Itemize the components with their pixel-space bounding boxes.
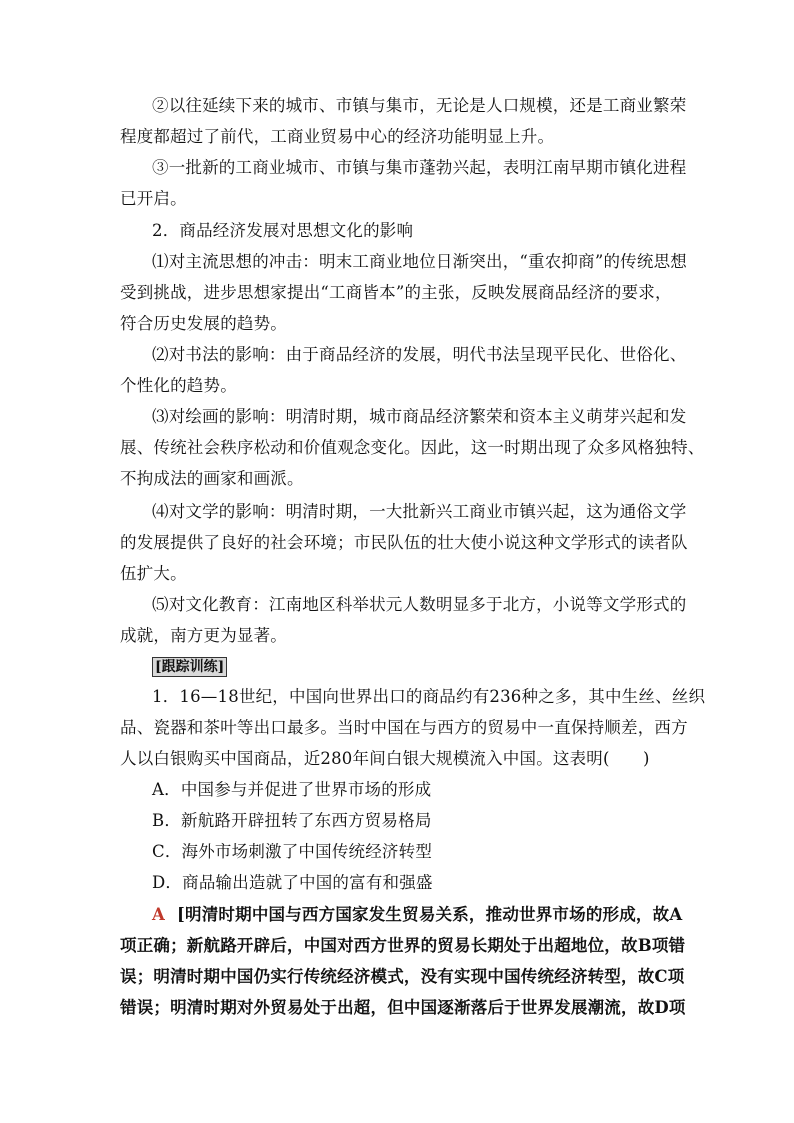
culture-p4-line-3: 伍扩大。: [120, 564, 187, 583]
question-1-line-1: 1．16—18世纪，中国向世界出口的商品约有236种之多，其中生丝、丝织: [152, 687, 706, 706]
para-2-line-1: ②以往延续下来的城市、市镇与集市，无论是人口规模，还是工商业繁荣: [152, 96, 687, 115]
question-1-line-2: 品、瓷器和茶叶等出口最多。当时中国在与西方的贸易中一直保持顺差，西方: [120, 718, 688, 737]
section-heading-culture: 2．商品经济发展对思想文化的影响: [152, 221, 414, 240]
answer-line-2: 项正确；新航路开辟后，中国对西方世界的贸易长期处于出超地位，故B项错: [120, 936, 686, 955]
exercise-tag: [跟踪训练]: [152, 657, 227, 677]
culture-p2-line-2: 个性化的趋势。: [120, 376, 237, 395]
para-3-line-2: 已开启。: [120, 189, 187, 208]
culture-p1-line-3: 符合历史发展的趋势。: [120, 314, 287, 333]
answer-letter: A: [152, 905, 166, 924]
culture-p5-line-1: ⑸对文化教育：江南地区科举状元人数明显多于北方，小说等文学形式的: [152, 595, 687, 614]
answer-explanation-start: [明清时期中国与西方国家发生贸易关系，推动世界市场的形成，故A: [177, 905, 683, 924]
para-3-line-1: ③一批新的工商业城市、市镇与集市蓬勃兴起，表明江南早期市镇化进程: [152, 158, 687, 177]
answer-line-1: [152, 904, 683, 926]
answer-line-3: 误；明清时期中国仍实行传统经济模式，没有实现中国传统经济转型，故C项: [120, 967, 685, 986]
option-c: C．海外市场刺激了中国传统经济转型: [152, 842, 433, 861]
culture-p2-line-1: ⑵对书法的影响：由于商品经济的发展，明代书法呈现平民化、世俗化、: [152, 345, 687, 364]
option-d: D．商品输出造就了中国的富有和强盛: [152, 873, 433, 892]
option-b: B．新航路开辟扭转了东西方贸易格局: [152, 811, 432, 830]
para-2-line-2: 程度都超过了前代，工商业贸易中心的经济功能明显上升。: [120, 127, 555, 146]
culture-p3-line-3: 不拘成法的画家和画派。: [120, 469, 304, 488]
culture-p4-line-1: ⑷对文学的影响：明清时期，一大批新兴工商业市镇兴起，这为通俗文学: [152, 502, 687, 521]
culture-p3-line-2: 展、传统社会秩序松动和价值观念变化。因此，这一时期出现了众多风格独特、: [120, 438, 705, 457]
culture-p1-line-1: ⑴对主流思想的冲击：明末工商业地位日渐突出，“重农抑商”的传统思想: [152, 252, 687, 271]
culture-p5-line-2: 成就，南方更为显著。: [120, 626, 287, 645]
answer-line-4: 错误；明清时期对外贸易处于出超，但中国逐渐落后于世界发展潮流，故D项: [120, 998, 686, 1017]
culture-p3-line-1: ⑶对绘画的影响：明清时期，城市商品经济繁荣和资本主义萌芽兴起和发: [152, 407, 687, 426]
culture-p4-line-2: 的发展提供了良好的社会环境；市民队伍的壮大使小说这种文学形式的读者队: [120, 533, 688, 552]
option-a: A．中国参与并促进了世界市场的形成: [152, 780, 432, 799]
question-1-line-3: 人以白银购买中国商品，近280年间白银大规模流入中国。这表明( ): [120, 749, 650, 768]
culture-p1-line-2: 受到挑战，进步思想家提出“工商皆本”的主张，反映发展商品经济的要求，: [120, 283, 672, 302]
